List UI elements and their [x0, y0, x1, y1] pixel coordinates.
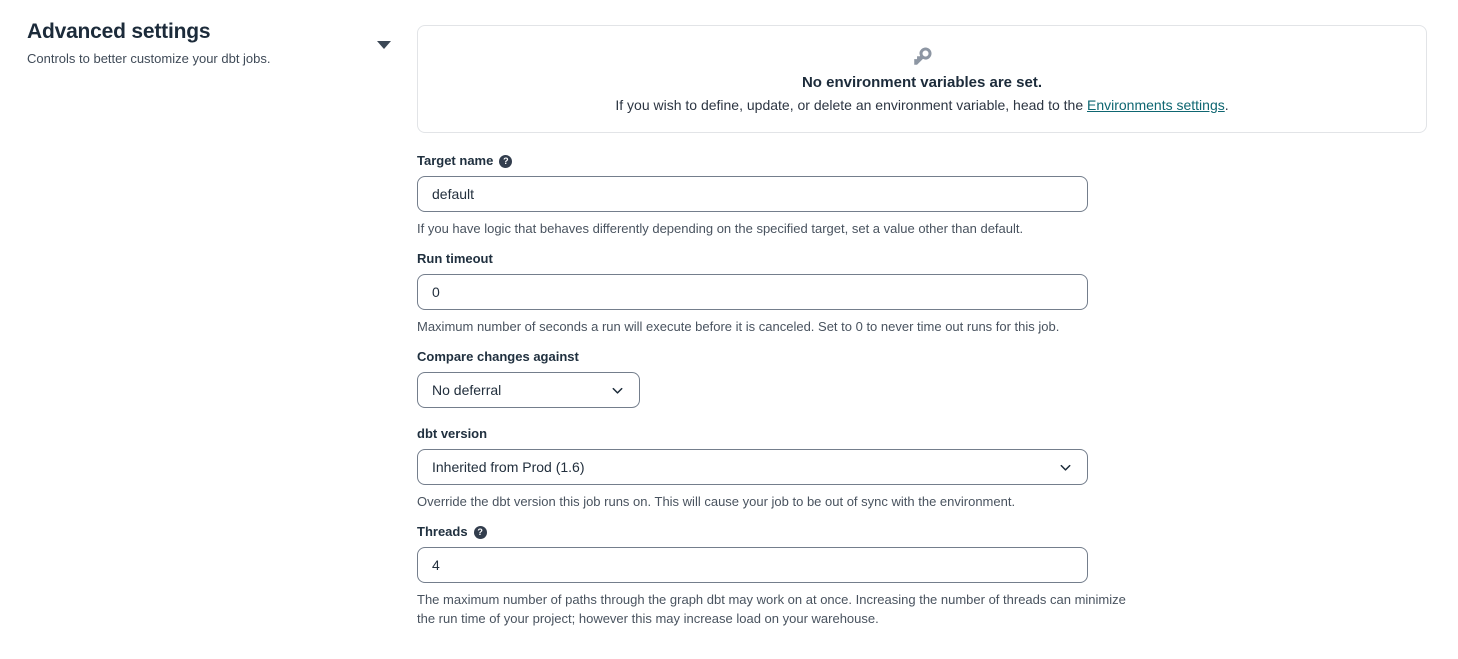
compare-changes-label: Compare changes against [417, 349, 579, 364]
dbt-version-select[interactable] [417, 449, 1088, 485]
dbt-version-label-row [417, 426, 1427, 442]
run-timeout-label-row [417, 251, 1427, 267]
run-timeout-input[interactable] [417, 274, 1088, 310]
field-target-name [417, 153, 1427, 238]
page-subtitle: Controls to better customize your dbt jobs. [27, 51, 271, 66]
chevron-down-icon [610, 383, 625, 398]
chevron-down-icon [1058, 460, 1073, 475]
compare-changes-label-row [417, 349, 1427, 365]
threads-label-row [417, 524, 1427, 540]
fields-list [417, 153, 1427, 628]
field-compare-changes [417, 349, 1427, 408]
threads-input[interactable] [417, 547, 1088, 583]
dbt-version-helper: Override the dbt version this job runs on. This will cause your job to be out of sync with the environment. [417, 494, 1016, 509]
collapse-section-caret-icon[interactable] [377, 41, 391, 49]
environments-settings-link[interactable]: Environments settings [1087, 97, 1225, 113]
env-card-message-prefix: If you wish to define, update, or delete an environment variable, head to the [615, 97, 1087, 113]
env-variables-empty-card [417, 25, 1427, 133]
run-timeout-helper: Maximum number of seconds a run will execute before it is canceled. Set to 0 to never time out runs for this job. [417, 319, 1060, 334]
target-name-help-icon[interactable]: ? [499, 155, 512, 168]
env-card-title: No environment variables are set. [801, 74, 1043, 91]
run-timeout-label: Run timeout [417, 251, 493, 266]
field-threads [417, 524, 1427, 628]
threads-helper: The maximum number of paths through the graph dbt may work on at once. Increasing the number of threads can minimize the run time of your project; however this may increase load on your warehouse. [417, 592, 1126, 626]
compare-changes-select[interactable] [417, 372, 640, 408]
page-title: Advanced settings [27, 20, 211, 43]
threads-help-icon[interactable]: ? [474, 526, 487, 539]
field-run-timeout [417, 251, 1427, 336]
target-name-helper: If you have logic that behaves differently depending on the specified target, set a value other than default. [417, 221, 1024, 236]
target-name-label: Target name [417, 153, 494, 168]
dbt-version-label: dbt version [417, 426, 488, 441]
env-card-message-suffix: . [1224, 97, 1229, 113]
compare-changes-selected-value: No deferral [432, 382, 502, 398]
key-icon [910, 45, 934, 69]
env-card-message [615, 97, 1228, 113]
field-dbt-version [417, 426, 1427, 511]
target-name-label-row [417, 153, 1427, 169]
threads-label: Threads [417, 524, 468, 539]
target-name-input[interactable] [417, 176, 1088, 212]
page-header [27, 20, 367, 66]
dbt-version-selected-value: Inherited from Prod (1.6) [432, 459, 585, 475]
settings-form [417, 25, 1427, 641]
